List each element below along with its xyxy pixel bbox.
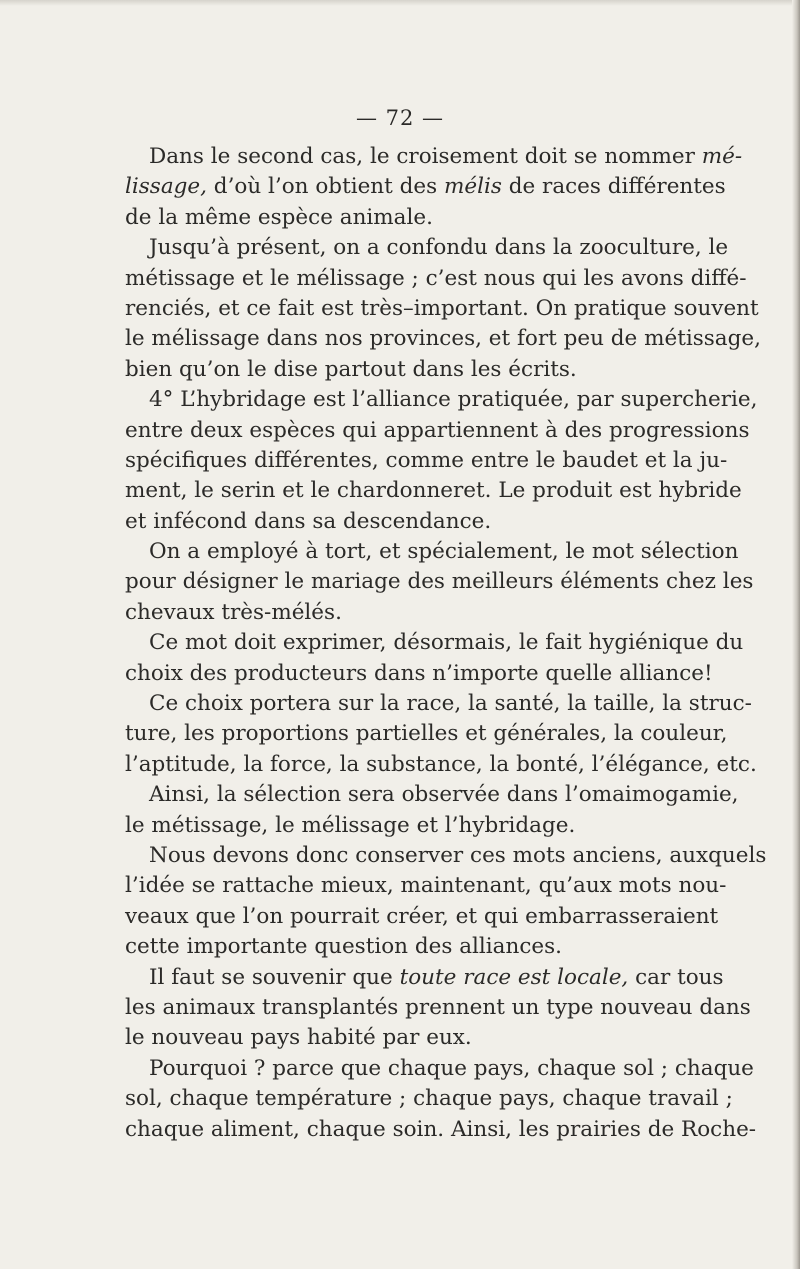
text-line bbox=[125, 142, 743, 172]
text-segment: Dans le second cas, le croisement doit se nommer bbox=[149, 144, 702, 169]
body-text bbox=[125, 142, 767, 1145]
text-line: Ce mot doit exprimer, désormais, le fait hygiénique du bbox=[149, 630, 744, 656]
text-line: le métissage, le mélissage et l’hybridage. bbox=[125, 812, 576, 838]
text-line: Pourquoi ? parce que chaque pays, chaque sol ; chaque bbox=[149, 1055, 754, 1081]
italic-term: lissage, bbox=[125, 174, 207, 200]
text-line: cette importante question des alliances. bbox=[125, 934, 562, 960]
page-top-edge bbox=[0, 0, 800, 6]
text-line: renciés, et ce fait est très–important. On pratique souvent bbox=[125, 295, 759, 321]
text-line: On a employé à tort, et spécialement, le mot sélection bbox=[149, 539, 739, 565]
text-line: choix des producteurs dans n’importe quelle alliance! bbox=[125, 660, 713, 686]
text-line: chaque aliment, chaque soin. Ainsi, les prairies de Roche- bbox=[125, 1116, 757, 1142]
text-line: pour désigner le mariage des meilleurs éléments chez les bbox=[125, 569, 754, 595]
italic-term: mé- bbox=[701, 144, 743, 169]
text-line: veaux que l’on pourrait créer, et qui embarrasseraient bbox=[125, 903, 719, 929]
text-line: l’idée se rattache mieux, maintenant, qu’aux mots nou- bbox=[125, 873, 727, 899]
page-right-edge bbox=[792, 0, 800, 1269]
text-segment: de races différentes bbox=[501, 174, 726, 200]
text-segment: Il faut se souvenir que bbox=[149, 964, 400, 990]
text-line: entre deux espèces qui appartiennent à des progressions bbox=[125, 417, 750, 443]
italic-term: toute race est locale, bbox=[399, 964, 629, 990]
text-line: Ce choix portera sur la race, la santé, la taille, la struc- bbox=[149, 691, 752, 717]
text-line: Jusqu’à présent, on a confondu dans la zooculture, le bbox=[149, 235, 729, 261]
italic-term: mélis bbox=[443, 174, 502, 200]
text-line: Ainsi, la sélection sera observée dans l’omaimogamie, bbox=[149, 782, 739, 808]
text-line: ment, le serin et le chardonneret. Le produit est hybride bbox=[125, 478, 742, 504]
text-line: le mélissage dans nos provinces, et fort peu de métissage, bbox=[125, 326, 761, 352]
text-line: Nous devons donc conserver ces mots anciens, auxquels bbox=[149, 842, 767, 868]
text-line: chevaux très-mélés. bbox=[125, 599, 342, 625]
text-line: de la même espèce animale. bbox=[125, 204, 433, 230]
page-number: — 72 — bbox=[355, 106, 445, 130]
text-line: sol, chaque température ; chaque pays, chaque travail ; bbox=[125, 1086, 733, 1112]
text-line: l’aptitude, la force, la substance, la bonté, l’élégance, etc. bbox=[125, 751, 757, 777]
text-line bbox=[125, 172, 726, 202]
text-line: bien qu’on le dise partout dans les écrits. bbox=[125, 356, 577, 382]
text-segment: d’où l’on obtient des bbox=[206, 174, 444, 200]
text-line: spécifiques différentes, comme entre le baudet et la ju- bbox=[125, 447, 728, 473]
text-segment: car tous bbox=[628, 964, 724, 990]
text-line: métissage et le mélissage ; c’est nous qui les avons diffé- bbox=[125, 265, 747, 291]
text-line: 4° L’hybridage est l’alliance pratiquée, par supercherie, bbox=[149, 387, 758, 413]
text-line bbox=[125, 963, 724, 993]
text-line: les animaux transplantés prennent un type nouveau dans bbox=[125, 994, 751, 1020]
text-line: et infécond dans sa descendance. bbox=[125, 508, 492, 534]
text-line: ture, les proportions partielles et générales, la couleur, bbox=[125, 721, 728, 747]
text-line: le nouveau pays habité par eux. bbox=[125, 1025, 472, 1051]
